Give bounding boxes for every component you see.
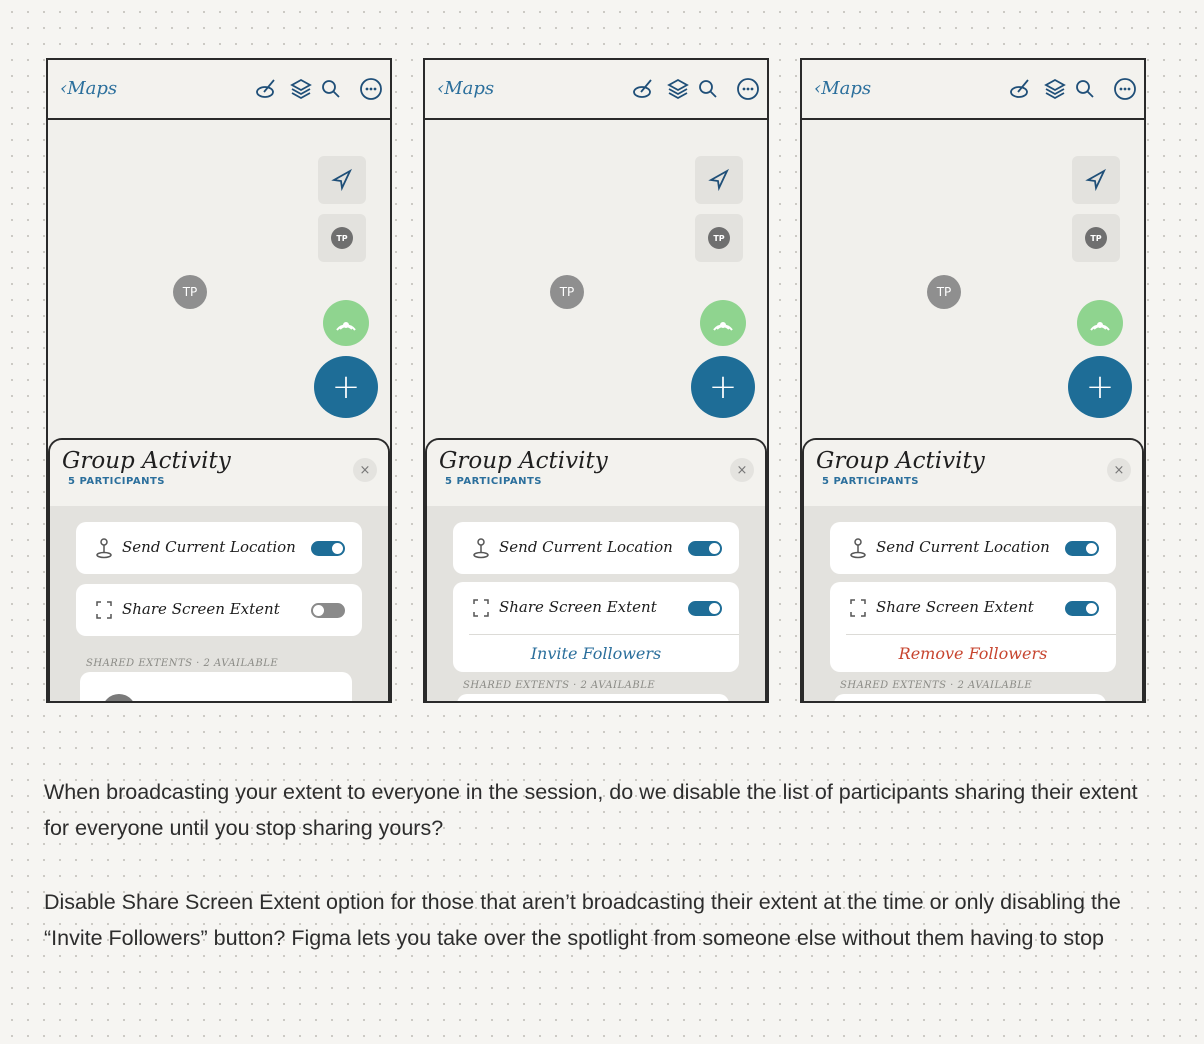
send-location-label: Send Current Location xyxy=(876,538,1050,556)
search-icon[interactable] xyxy=(318,76,344,102)
pin-icon xyxy=(94,537,114,559)
share-extent-card xyxy=(830,582,1116,672)
share-extent-row[interactable] xyxy=(76,584,362,636)
send-location-label: Send Current Location xyxy=(122,538,296,556)
shared-extent-list-item[interactable] xyxy=(457,694,729,703)
participants-count[interactable]: 5 PARTICIPANTS xyxy=(68,476,165,487)
extent-icon xyxy=(471,597,491,619)
top-bar xyxy=(802,60,1144,120)
send-location-toggle[interactable] xyxy=(688,541,722,556)
note-paragraph-2: Disable Share Screen Extent option for those that aren’t broadcasting their extent at the time or only disabling the “Invite Followers” button? Figma lets you take over the spotlight from someone else without them having to stop xyxy=(44,890,1121,950)
sheet-header xyxy=(50,440,388,506)
shared-extent-list-item[interactable] xyxy=(834,694,1106,703)
send-location-row[interactable] xyxy=(453,522,739,574)
sheet-header xyxy=(427,440,765,506)
broadcast-icon xyxy=(333,310,359,336)
extent-icon xyxy=(94,599,114,621)
send-location-row[interactable] xyxy=(76,522,362,574)
back-to-maps-link[interactable]: ‹Maps xyxy=(814,78,872,99)
search-icon[interactable] xyxy=(695,76,721,102)
participants-count[interactable]: 5 PARTICIPANTS xyxy=(445,476,542,487)
shared-extent-list-item[interactable] xyxy=(80,672,352,703)
share-extent-toggle[interactable] xyxy=(311,603,345,618)
top-bar xyxy=(425,60,767,120)
send-location-label: Send Current Location xyxy=(499,538,673,556)
back-to-maps-link[interactable]: ‹Maps xyxy=(60,78,118,99)
tp-map-marker[interactable]: TP xyxy=(173,275,207,309)
search-icon[interactable] xyxy=(1072,76,1098,102)
share-extent-label: Share Screen Extent xyxy=(122,600,280,618)
divider xyxy=(469,634,739,635)
tp-filter-button[interactable] xyxy=(318,214,366,262)
navigation-button[interactable] xyxy=(318,156,366,204)
share-extent-label: Share Screen Extent xyxy=(499,598,657,616)
sketch-icon[interactable] xyxy=(254,76,280,102)
group-activity-sheet xyxy=(48,438,390,703)
send-location-toggle[interactable] xyxy=(311,541,345,556)
share-extent-toggle[interactable] xyxy=(688,601,722,616)
sheet-header xyxy=(804,440,1142,506)
broadcast-icon xyxy=(1087,310,1113,336)
send-location-row[interactable] xyxy=(830,522,1116,574)
close-sheet-button[interactable]: × xyxy=(730,458,754,482)
sheet-title: Group Activity xyxy=(62,448,231,474)
shared-extents-label: SHARED EXTENTS · 2 AVAILABLE xyxy=(840,680,1033,691)
remove-followers-button[interactable]: Remove Followers xyxy=(898,644,1048,663)
divider xyxy=(846,634,1116,635)
navigation-button[interactable] xyxy=(695,156,743,204)
share-extent-label: Share Screen Extent xyxy=(876,598,1034,616)
close-sheet-button[interactable]: × xyxy=(353,458,377,482)
share-extent-row[interactable] xyxy=(453,582,739,634)
group-activity-sheet xyxy=(425,438,767,703)
sketch-icon[interactable] xyxy=(631,76,657,102)
shared-extents-label: SHARED EXTENTS · 2 AVAILABLE xyxy=(463,680,656,691)
broadcast-button[interactable] xyxy=(323,300,369,346)
share-extent-row[interactable] xyxy=(830,582,1116,634)
more-icon[interactable] xyxy=(1112,76,1138,102)
more-icon[interactable] xyxy=(735,76,761,102)
send-location-card xyxy=(830,522,1116,574)
tp-badge: TP xyxy=(708,227,730,249)
invite-followers-button[interactable]: Invite Followers xyxy=(530,644,662,663)
pin-icon xyxy=(848,537,868,559)
navigation-icon xyxy=(706,167,732,193)
close-sheet-button[interactable]: × xyxy=(1107,458,1131,482)
group-activity-sheet xyxy=(802,438,1144,703)
send-location-card xyxy=(76,522,362,574)
layers-icon[interactable] xyxy=(1042,76,1068,102)
extent-icon xyxy=(848,597,868,619)
layers-icon[interactable] xyxy=(288,76,314,102)
navigation-button[interactable] xyxy=(1072,156,1120,204)
tp-map-marker[interactable]: TP xyxy=(927,275,961,309)
share-extent-card xyxy=(453,582,739,672)
pin-icon xyxy=(471,537,491,559)
phone-mockup-3 xyxy=(800,58,1146,703)
add-fab-button[interactable]: + xyxy=(314,356,378,418)
add-fab-button[interactable]: + xyxy=(1068,356,1132,418)
shared-extents-label: SHARED EXTENTS · 2 AVAILABLE xyxy=(86,658,279,669)
navigation-icon xyxy=(1083,167,1109,193)
broadcast-button[interactable] xyxy=(1077,300,1123,346)
more-icon[interactable] xyxy=(358,76,384,102)
tp-map-marker[interactable]: TP xyxy=(550,275,584,309)
sketch-icon[interactable] xyxy=(1008,76,1034,102)
sheet-title: Group Activity xyxy=(816,448,985,474)
tp-filter-button[interactable] xyxy=(695,214,743,262)
share-extent-toggle[interactable] xyxy=(1065,601,1099,616)
layers-icon[interactable] xyxy=(665,76,691,102)
participants-count[interactable]: 5 PARTICIPANTS xyxy=(822,476,919,487)
add-fab-button[interactable]: + xyxy=(691,356,755,418)
tp-badge: TP xyxy=(1085,227,1107,249)
phone-mockup-1 xyxy=(46,58,392,703)
avatar xyxy=(102,694,136,703)
tp-filter-button[interactable] xyxy=(1072,214,1120,262)
back-to-maps-link[interactable]: ‹Maps xyxy=(437,78,495,99)
navigation-icon xyxy=(329,167,355,193)
sheet-title: Group Activity xyxy=(439,448,608,474)
top-bar xyxy=(48,60,390,120)
send-location-toggle[interactable] xyxy=(1065,541,1099,556)
phone-mockup-2 xyxy=(423,58,769,703)
broadcast-icon xyxy=(710,310,736,336)
tp-badge: TP xyxy=(331,227,353,249)
note-paragraph-1: When broadcasting your extent to everyone in the session, do we disable the list of participants sharing their extent for everyone until you stop sharing yours? xyxy=(44,780,1138,840)
send-location-card xyxy=(453,522,739,574)
broadcast-button[interactable] xyxy=(700,300,746,346)
share-extent-card xyxy=(76,584,362,636)
